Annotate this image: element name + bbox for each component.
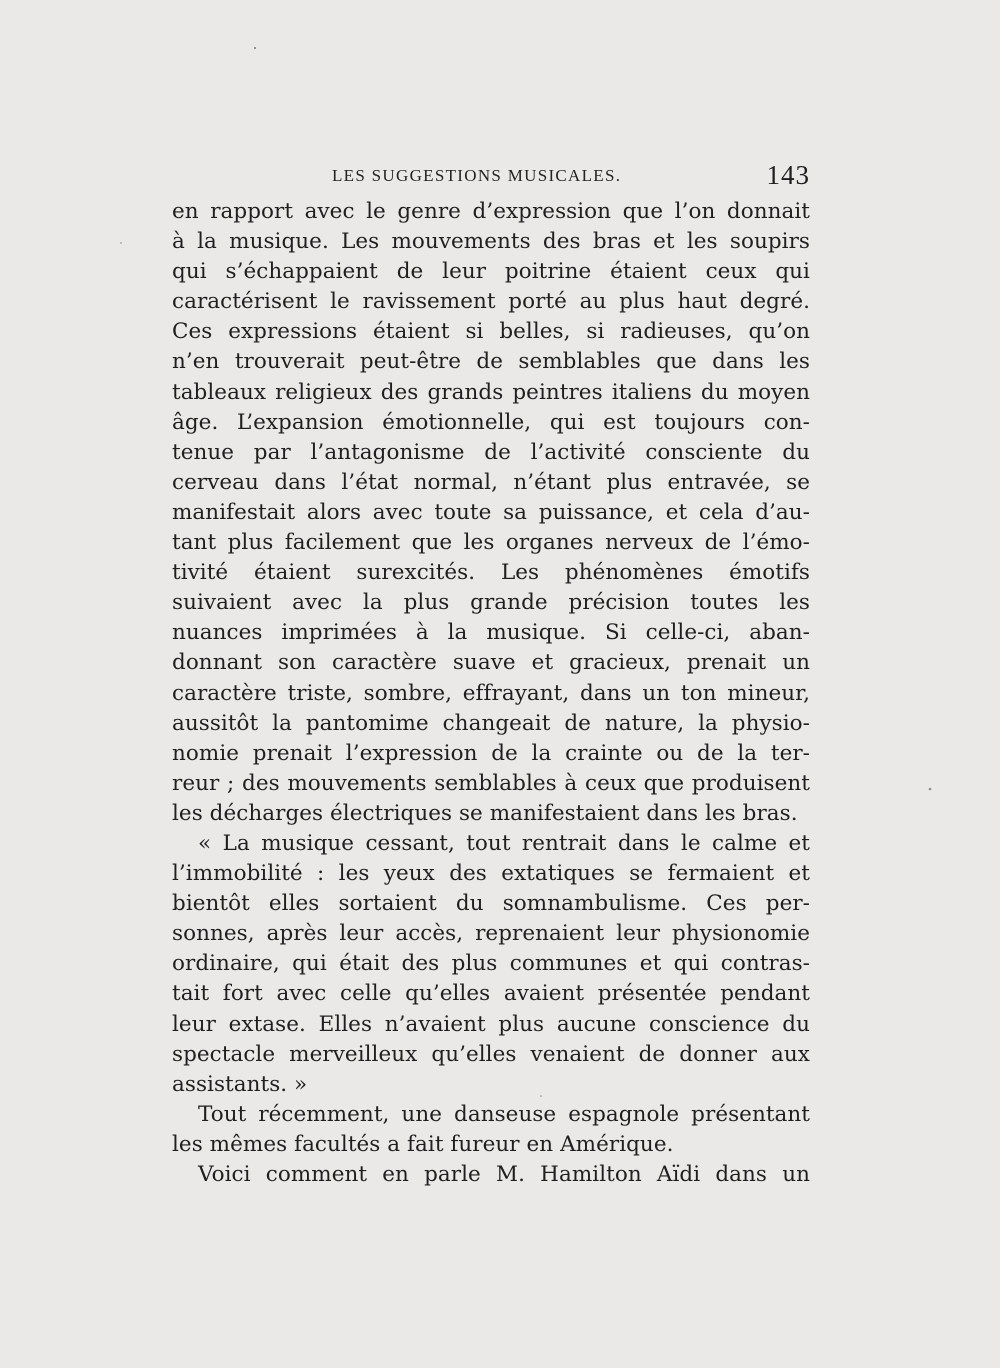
- text-line: caractère triste, sombre, effrayant, dans un ton mineur,: [172, 680, 810, 706]
- text-line: n’en trouverait peut-être de semblables que dans les: [172, 349, 810, 375]
- text-line: les mêmes facultés a fait fureur en Amérique.: [172, 1131, 674, 1157]
- text-line: caractérisent le ravissement porté au plus haut degré.: [172, 289, 810, 315]
- text-line: Ces expressions étaient si belles, si radieuses, qu’on: [172, 319, 810, 345]
- running-title: LES SUGGESTIONS MUSICALES.: [332, 166, 622, 185]
- text-line: tableaux religieux des grands peintres italiens du moyen: [172, 379, 810, 405]
- text-line: donnant son caractère suave et gracieux, prenait un: [172, 650, 810, 676]
- text-line: nomie prenait l’expression de la crainte ou de la ter-: [172, 740, 810, 766]
- text-line: les décharges électriques se manifestaient dans les bras.: [172, 800, 798, 826]
- text-line: l’immobilité : les yeux des extatiques se fermaient et: [172, 861, 810, 887]
- text-line: aussitôt la pantomime changeait de nature, la physio-: [172, 710, 810, 736]
- text-line: Voici comment en parle M. Hamilton Aïdi dans un: [198, 1162, 810, 1187]
- text-line: qui s’échappaient de leur poitrine étaient ceux qui: [172, 259, 810, 285]
- text-line: cerveau dans l’état normal, n’étant plus entravée, se: [172, 469, 810, 495]
- text-line: spectacle merveilleux qu’elles venaient de donner aux: [172, 1041, 810, 1067]
- text-line: tivité étaient surexcités. Les phénomènes émotifs: [172, 560, 810, 586]
- running-head: [332, 162, 810, 192]
- text-line: en rapport avec le genre d’expression que l’on donnait: [172, 199, 810, 224]
- text-line: reur ; des mouvements semblables à ceux que produisent: [172, 770, 810, 796]
- text-line: nuances imprimées à la musique. Si celle-ci, aban-: [172, 620, 810, 646]
- text-line: sonnes, après leur accès, reprenaient leur physionomie: [172, 921, 810, 947]
- paper-speck: [254, 47, 256, 49]
- paper-speck: [929, 788, 932, 791]
- page-number: 143: [766, 160, 810, 190]
- text-line: tant plus facilement que les organes nerveux de l’émo-: [172, 530, 810, 556]
- paper-speck: [120, 242, 122, 244]
- text-line: Tout récemment, une danseuse espagnole présentant: [198, 1101, 810, 1127]
- text-line: assistants. »: [172, 1071, 308, 1097]
- text-line: à la musique. Les mouvements des bras et les soupirs: [172, 229, 810, 255]
- text-line: tenue par l’antagonisme de l’activité consciente du: [172, 439, 810, 465]
- text-line: manifestait alors avec toute sa puissance, et cela d’au-: [172, 499, 810, 525]
- text-line: leur extase. Elles n’avaient plus aucune conscience du: [172, 1011, 810, 1037]
- body-text: [172, 197, 810, 1190]
- text-line: âge. L’expansion émotionnelle, qui est toujours con-: [172, 409, 810, 435]
- text-line: ordinaire, qui était des plus communes et qui contras-: [172, 951, 810, 977]
- text-line: suivaient avec la plus grande précision toutes les: [172, 590, 810, 616]
- text-line: « La musique cessant, tout rentrait dans le calme et: [198, 830, 810, 856]
- text-line: tait fort avec celle qu’elles avaient présentée pendant: [172, 981, 810, 1007]
- text-line: bientôt elles sortaient du somnambulisme. Ces per-: [172, 891, 810, 917]
